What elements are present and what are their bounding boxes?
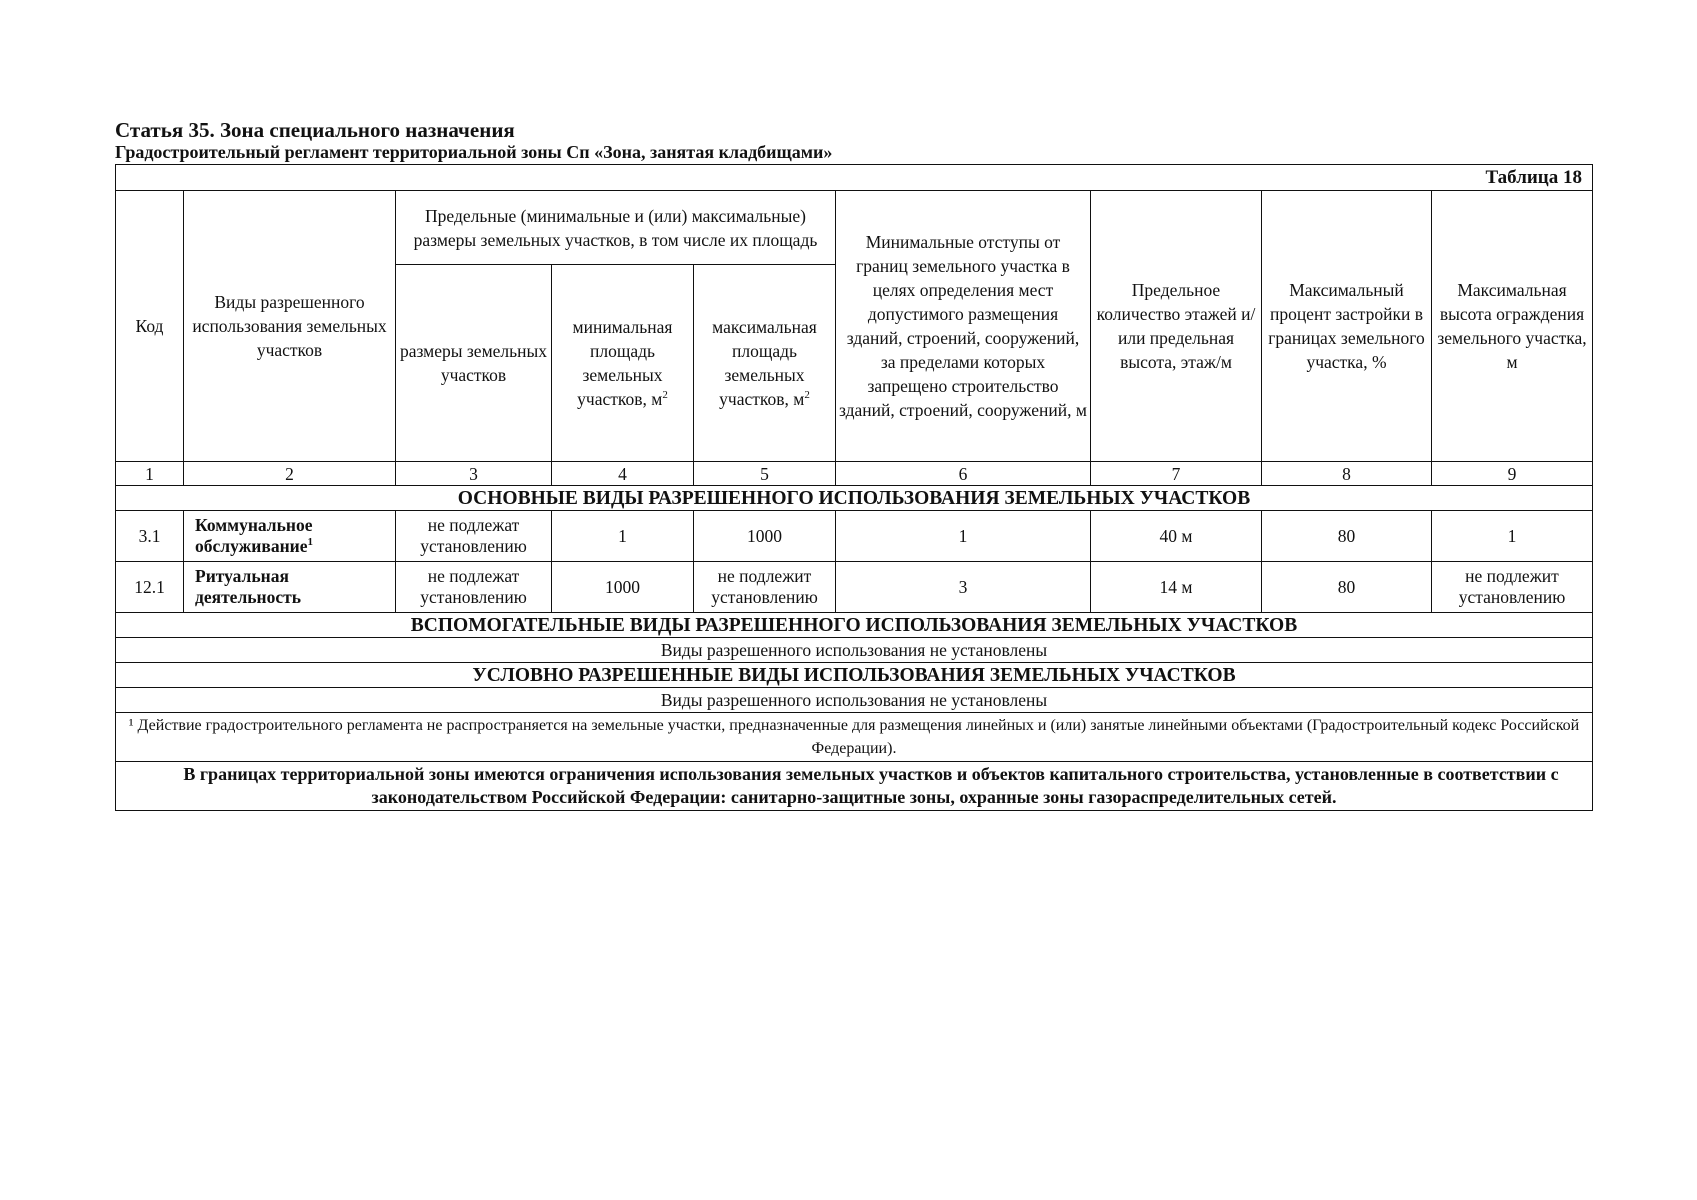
row-max-area: не подлежит установлению	[694, 562, 836, 613]
table-row	[116, 562, 1593, 613]
footnote-marker: 1	[307, 536, 314, 549]
column-number: 4	[552, 462, 694, 486]
header-code: Код	[116, 191, 184, 462]
footnote: ¹ Действие градостроительного регламента не распространяется на земельные участки, предназначенные для размещения линейных и (или) занятые линейными объектами (Градостроительный кодекс Российской Федерации).	[116, 713, 1593, 762]
column-number: 8	[1262, 462, 1432, 486]
section-main-heading: ОСНОВНЫЕ ВИДЫ РАЗРЕШЕННОГО ИСПОЛЬЗОВАНИЯ ЗЕМЕЛЬНЫХ УЧАСТКОВ	[116, 486, 1593, 511]
table-number: Таблица 18	[116, 165, 1593, 191]
row-min-area: 1	[552, 511, 694, 562]
table-row	[116, 511, 1593, 562]
header-max-area	[694, 265, 836, 462]
regulation-table	[115, 164, 1593, 811]
restrictions-text: В границах территориальной зоны имеются ограничения использования земельных участков и объектов капитального строительства, установленные в соответствии с законодательством Российской Федерации: санитарно-защитные зоны, охранные зоны газораспределительных сетей.	[183, 764, 1559, 807]
header-plot-sizes: размеры земельных участков	[396, 265, 552, 462]
row-use	[184, 562, 396, 613]
row-coverage: 80	[1262, 511, 1432, 562]
row-fence: не подлежит установлению	[1432, 562, 1593, 613]
row-use-text: Ритуальная деятельность	[195, 566, 301, 607]
header-min-area-text: минимальная площадь земельных участков, м	[572, 317, 673, 409]
regulation-title: Градостроительный регламент территориальной зоны Сп «Зона, занятая кладбищами»	[115, 142, 833, 162]
row-sizes: не подлежат установлению	[396, 511, 552, 562]
row-floors: 14 м	[1091, 562, 1262, 613]
header-limit-sizes: Предельные (минимальные и (или) максимальные) размеры земельных участков, в том числе их площадь	[396, 191, 836, 265]
row-max-area: 1000	[694, 511, 836, 562]
header-setbacks: Минимальные отступы от границ земельного участка в целях определения мест допустимого размещения зданий, строений, сооружений, за пределами которых запрещено строительство зданий, строений, сооружений, м	[836, 191, 1091, 462]
row-use-text: Коммунальное обслуживание	[195, 515, 313, 556]
article-title: Статья 35. Зона специального назначения	[115, 118, 515, 142]
conditional-text: Виды разрешенного использования не установлены	[116, 688, 1593, 713]
header-floors: Предельное количество этажей и/или предельная высота, этаж/м	[1091, 191, 1262, 462]
row-min-area: 1000	[552, 562, 694, 613]
column-number: 1	[116, 462, 184, 486]
row-code: 3.1	[116, 511, 184, 562]
restrictions-cell	[116, 762, 1593, 811]
header-max-area-text: максимальная площадь земельных участков, м	[712, 317, 817, 409]
row-coverage: 80	[1262, 562, 1432, 613]
header-max-area-sup: 2	[804, 389, 810, 402]
header-use-types: Виды разрешенного использования земельных участков	[184, 191, 396, 462]
column-number: 2	[184, 462, 396, 486]
header-coverage: Максимальный процент застройки в границах земельного участка, %	[1262, 191, 1432, 462]
row-setback: 1	[836, 511, 1091, 562]
row-code: 12.1	[116, 562, 184, 613]
auxiliary-text: Виды разрешенного использования не установлены	[116, 638, 1593, 663]
row-sizes: не подлежат установлению	[396, 562, 552, 613]
column-number: 7	[1091, 462, 1262, 486]
section-auxiliary-heading: ВСПОМОГАТЕЛЬНЫЕ ВИДЫ РАЗРЕШЕННОГО ИСПОЛЬЗОВАНИЯ ЗЕМЕЛЬНЫХ УЧАСТКОВ	[116, 613, 1593, 638]
column-numbers-row	[116, 462, 1593, 486]
row-setback: 3	[836, 562, 1091, 613]
row-use	[184, 511, 396, 562]
header-min-area-sup: 2	[662, 389, 668, 402]
column-number: 6	[836, 462, 1091, 486]
row-floors: 40 м	[1091, 511, 1262, 562]
header-fence: Максимальная высота ограждения земельного участка, м	[1432, 191, 1593, 462]
header-min-area	[552, 265, 694, 462]
section-conditional-heading: УСЛОВНО РАЗРЕШЕННЫЕ ВИДЫ ИСПОЛЬЗОВАНИЯ ЗЕМЕЛЬНЫХ УЧАСТКОВ	[116, 663, 1593, 688]
column-number: 5	[694, 462, 836, 486]
row-fence: 1	[1432, 511, 1593, 562]
column-number: 9	[1432, 462, 1593, 486]
document-page	[115, 118, 1592, 811]
column-number: 3	[396, 462, 552, 486]
